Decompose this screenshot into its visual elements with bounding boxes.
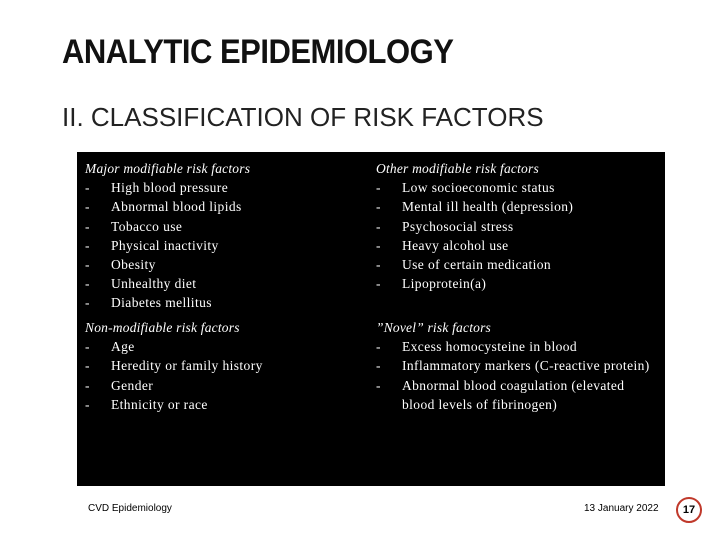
risk-factor-text: Abnormal blood lipids (111, 199, 242, 215)
slide-title: ANALYTIC EPIDEMIOLOGY (62, 32, 454, 71)
risk-factor-text: Heavy alcohol use (402, 237, 509, 253)
dash-bullet: - (85, 377, 90, 393)
dash-bullet: - (376, 180, 381, 196)
risk-factor-text: Excess homocysteine in blood (402, 339, 578, 355)
footer-date: 13 January 2022 (584, 503, 659, 514)
risk-factor-list (85, 178, 355, 312)
risk-factor-text: Gender (111, 377, 154, 393)
risk-factor-item (85, 395, 355, 414)
risk-factor-list (376, 337, 656, 414)
risk-factor-list (376, 178, 651, 293)
dash-bullet: - (85, 339, 90, 355)
dash-bullet: - (376, 257, 381, 273)
risk-factors-panel (77, 152, 665, 486)
group-heading: ”Novel” risk factors (376, 320, 492, 335)
dash-bullet: - (376, 377, 381, 393)
dash-bullet: - (85, 218, 90, 234)
risk-factor-item (85, 337, 355, 356)
risk-factor-item (85, 274, 355, 293)
risk-factor-item (376, 274, 651, 293)
page-number: 17 (676, 497, 702, 523)
risk-factor-text: Age (111, 339, 135, 355)
risk-factor-item (376, 255, 651, 274)
risk-factor-item (85, 376, 355, 395)
risk-factor-text: Diabetes mellitus (111, 295, 212, 311)
risk-factor-item (85, 236, 355, 255)
risk-factor-item (376, 356, 656, 375)
dash-bullet: - (85, 237, 90, 253)
risk-factor-text: Inflammatory markers (C-reactive protein) (402, 358, 650, 374)
dash-bullet: - (85, 358, 90, 374)
dash-bullet: - (85, 276, 90, 292)
risk-factor-text: Ethnicity or race (111, 396, 208, 412)
group-heading: Other modifiable risk factors (376, 161, 539, 176)
group-heading: Major modifiable risk factors (85, 161, 251, 176)
risk-factor-item (376, 337, 656, 356)
dash-bullet: - (85, 180, 90, 196)
risk-factor-item (85, 293, 355, 312)
dash-bullet: - (376, 358, 381, 374)
dash-bullet: - (85, 257, 90, 273)
risk-factor-item (376, 197, 651, 216)
risk-factor-text: Lipoprotein(a) (402, 276, 487, 292)
risk-factor-text: Abnormal blood coagulation (elevated blood levels of fibrinogen) (402, 377, 625, 412)
group-heading: Non-modifiable risk factors (85, 320, 240, 335)
dash-bullet: - (376, 339, 381, 355)
risk-factor-text: Tobacco use (111, 218, 183, 234)
other-modifiable-group (376, 159, 651, 293)
dash-bullet: - (376, 199, 381, 215)
novel-risk-group (376, 318, 656, 414)
risk-factor-text: High blood pressure (111, 180, 229, 196)
dash-bullet: - (85, 199, 90, 215)
risk-factor-list (85, 337, 355, 414)
major-modifiable-group (85, 159, 355, 313)
dash-bullet: - (376, 237, 381, 253)
risk-factor-item (85, 217, 355, 236)
risk-factor-text: Heredity or family history (111, 358, 263, 374)
risk-factor-text: Physical inactivity (111, 237, 219, 253)
slide-subtitle: II. CLASSIFICATION OF RISK FACTORS (62, 102, 544, 132)
risk-factor-item (376, 178, 651, 197)
risk-factor-item (376, 217, 651, 236)
dash-bullet: - (376, 276, 381, 292)
risk-factor-item (376, 376, 656, 414)
dash-bullet: - (376, 218, 381, 234)
dash-bullet: - (85, 396, 90, 412)
footer-label: CVD Epidemiology (88, 503, 172, 514)
risk-factor-item (85, 197, 355, 216)
dash-bullet: - (85, 295, 90, 311)
risk-factor-text: Mental ill health (depression) (402, 199, 574, 215)
risk-factor-text: Use of certain medication (402, 257, 552, 273)
risk-factor-text: Unhealthy diet (111, 276, 197, 292)
risk-factor-item (376, 236, 651, 255)
risk-factor-text: Low socioeconomic status (402, 180, 555, 196)
risk-factor-text: Obesity (111, 257, 156, 273)
risk-factor-item (85, 356, 355, 375)
risk-factor-item (85, 255, 355, 274)
risk-factor-item (85, 178, 355, 197)
risk-factor-text: Psychosocial stress (402, 218, 514, 234)
non-modifiable-group (85, 318, 355, 414)
